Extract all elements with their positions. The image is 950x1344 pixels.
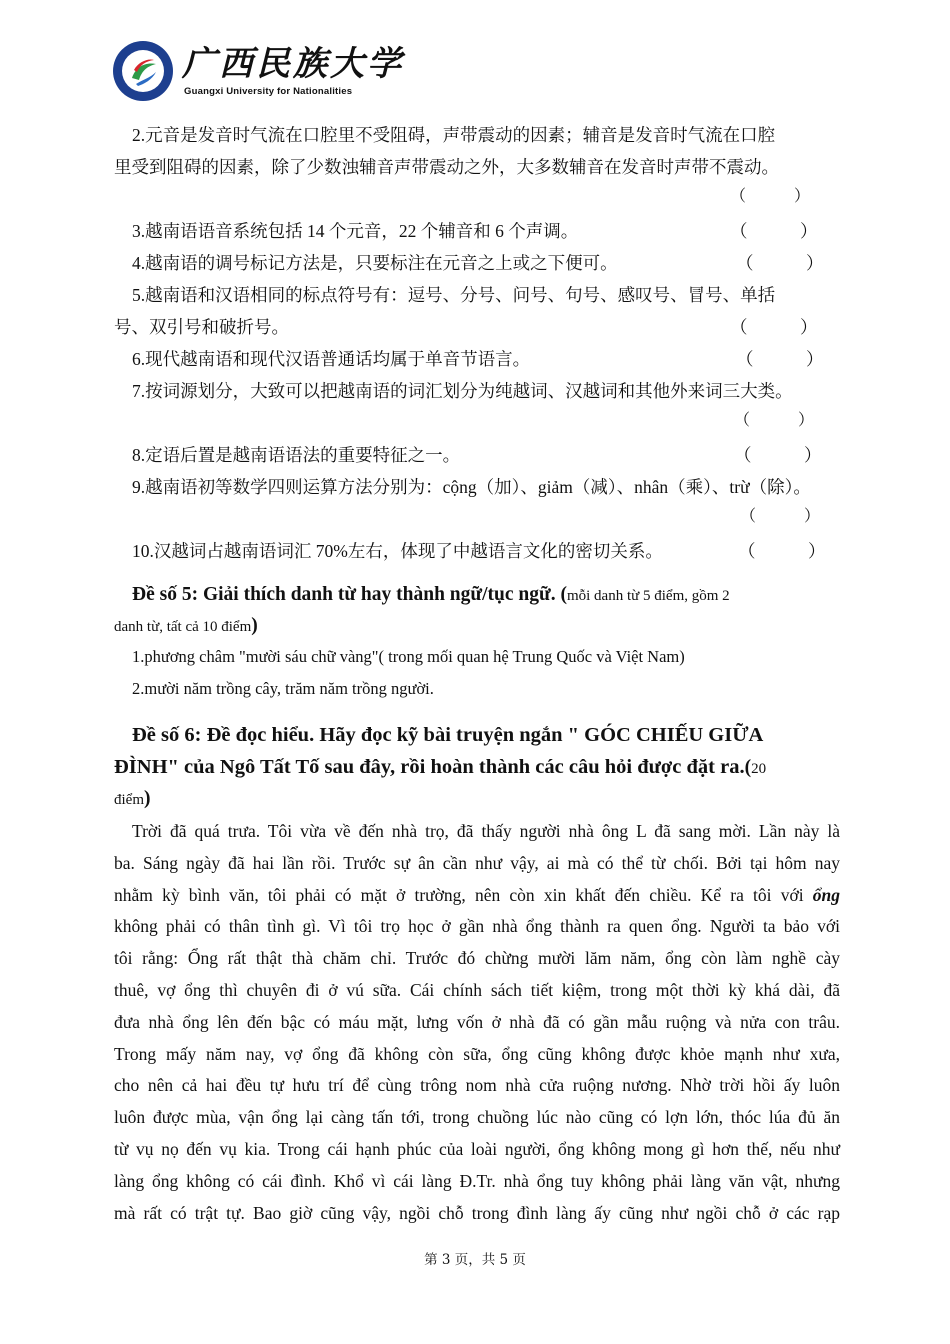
university-name-cn: 广西民族大学 — [182, 44, 404, 84]
question-text: 8.定语后置是越南语语法的重要特征之一。 — [132, 445, 461, 465]
university-name-en: Guangxi University for Nationalities — [184, 86, 353, 97]
story-text — [114, 816, 840, 1229]
section-5-item-1: 1.phương châm "mười sáu chữ vàng"( trong mối quan hệ Trung Quốc và Việt Nam) — [132, 647, 685, 666]
answer-blank[interactable]: （ ） — [734, 412, 815, 429]
answer-blank[interactable]: （ ） — [740, 508, 821, 525]
story-line: Trời đã quá trưa. Tôi vừa về đến nhà trọ, đã thấy người nhà ông L đã sang mời. Lần này là — [132, 821, 840, 841]
question-text: 9.越南语初等数学四则运算方法分别为：cộng（加）、giảm（减）、nhân（乘）、trừ（除）。 — [132, 477, 811, 497]
answer-blank[interactable]: （ ） — [730, 317, 818, 337]
question-text: 2.元音是发音时气流在口腔里不受阻碍，声带震动的因素；辅音是发音时气流在口腔 — [132, 125, 776, 145]
question-text: 6.现代越南语和现代汉语普通话均属于单音节语言。 — [132, 349, 531, 369]
question-text: 3.越南语语音系统包括 14 个元音，22 个辅音和 6 个声调。 — [132, 221, 579, 241]
question-text: 10.汉越词占越南语词汇 70%左右，体现了中越语言文化的密切关系。 — [132, 541, 663, 561]
emphasized-word: ổng — [812, 884, 841, 905]
story-line: tôi rằng: Ổng rất thật thà chăm chỉ. Trước đó chừng mười lăm năm, ổng còn làm nghề cày — [114, 948, 840, 969]
answer-blank[interactable]: （ ） — [736, 349, 824, 369]
section-5-note: danh từ, tất cả 10 điểm) — [114, 615, 258, 636]
tf-question-2 — [114, 119, 840, 215]
university-seal-logo — [112, 40, 174, 102]
page-header — [112, 40, 412, 102]
question-text: 7.按词源划分，大致可以把越南语的词汇划分为纯越词、汉越词和其他外来词三大类。 — [132, 381, 793, 401]
tf-question-9 — [114, 471, 840, 535]
section-6-title: Đề số 6: Đề đọc hiểu. Hãy đọc kỹ bài truyện ngắn " GÓC CHIẾU GIỮA — [132, 724, 764, 746]
section-5-title: Đề số 5: Giải thích danh từ hay thành ngữ/tục ngữ. (mỗi danh từ 5 điểm, gồm 2 — [132, 584, 730, 605]
section-6-title-cont: ĐÌNH" của Ngô Tất Tố sau đây, rồi hoàn thành các câu hỏi được đặt ra.(20 — [114, 756, 767, 778]
tf-question-4 — [114, 247, 840, 279]
question-text-cont: 号、双引号和破折号。 （ ） — [114, 311, 840, 343]
tf-question-10 — [114, 535, 840, 567]
question-text: 5.越南语和汉语相同的标点符号有：逗号、分号、问号、句号、感叹号、冒号、单括 — [132, 285, 776, 305]
story-line: mà rất có trật tự. Bao giờ cũng vậy, ngồi chỗ trong đình làng ấy cũng như ngồi chỗ ở các rạp — [114, 1202, 840, 1223]
tf-question-8 — [114, 439, 840, 471]
section-6-score: điểm) — [114, 788, 151, 809]
answer-blank[interactable]: （ ） — [738, 541, 826, 561]
answer-blank[interactable]: （ ） — [730, 188, 811, 205]
story-line: Trong mấy năm nay, vợ ổng đã không còn sữa, ổng cũng không được khỏe mạnh như xưa, — [114, 1043, 840, 1064]
story-line: từ vụ nọ đến vụ kia. Trong cái hạnh phúc của loài người, ổng không mong gì hơn thế, nếu như — [114, 1138, 840, 1159]
story-line: luôn được mùa, vận ổng lại càng tấn tới, trong chuồng lúc nào cũng có lợn lớn, thóc lúa đủ ăn — [114, 1107, 840, 1128]
section-5 — [114, 579, 840, 705]
tf-question-6 — [114, 343, 840, 375]
story-line: cho nên cả hai đều tự hưu trí để cùng trông nom nhà cửa ruộng nương. Nhờ trời hồi ấy luôn — [114, 1075, 840, 1096]
story-line: nhằm kỳ bình văn, tôi phải có mặt ở trường, nên còn xin khất đến chiều. Kể ra tôi với ổng — [114, 884, 841, 905]
page-content — [114, 119, 840, 1229]
question-text: 4.越南语的调号标记方法是，只要标注在元音之上或之下便可。 — [132, 253, 618, 273]
tf-question-5 — [114, 279, 840, 343]
section-5-item-2: 2.mười năm trồng cây, trăm năm trồng người. — [132, 679, 434, 698]
story-line: đưa nhà ổng lên đến bậc có máu mặt, lưng vốn ở nhà đã có gần mẫu ruộng và nửa con trâu. — [114, 1011, 840, 1032]
story-line: làng ổng không có cái đình. Khổ vì cái làng Đ.Tr. nhà ổng tuy không phải làng văn vật, nhưng — [114, 1170, 840, 1191]
page-footer: 第 3 页，共 5 页 — [424, 1252, 526, 1268]
answer-blank[interactable]: （ ） — [734, 445, 822, 465]
tf-question-3 — [114, 215, 840, 247]
section-6 — [114, 719, 840, 814]
story-line: không phải có thân tình gì. Vì tôi trọ học ở gần nhà ổng thành ra quen ổng. Người ta bảo với — [114, 916, 840, 937]
tf-question-7 — [114, 375, 840, 439]
answer-blank[interactable]: （ ） — [736, 253, 824, 273]
answer-blank[interactable]: （ ） — [730, 221, 818, 241]
question-text: 里受到阻碍的因素，除了少数浊辅音声带震动之外，大多数辅音在发音时声带不震动。 — [114, 157, 779, 177]
story-line: thuê, vợ ổng thì chuyên đi ở vú sữa. Cái chính sách tiết kiệm, trong một thời kỳ khá dài, đã — [114, 979, 840, 1000]
story-line: ba. Sáng ngày đã hai lần rồi. Trước sự ân cần như vậy, ai mà có thể từ chối. Bởi tại hôm nay — [114, 852, 840, 873]
